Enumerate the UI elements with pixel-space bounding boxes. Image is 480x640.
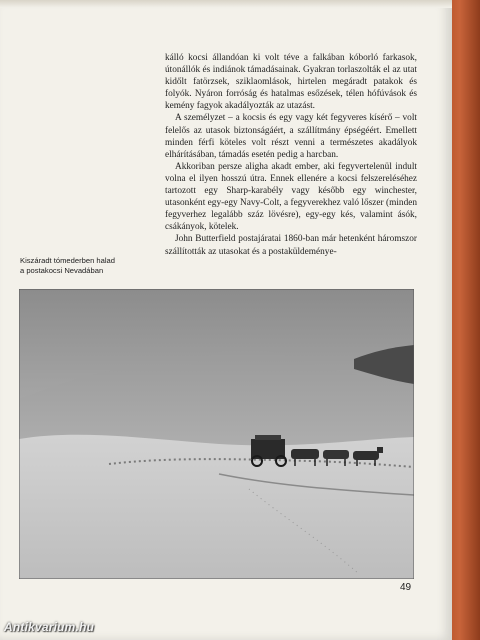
stagecoach-desert-photo <box>19 289 414 579</box>
photo-caption <box>20 256 160 277</box>
main-text-column <box>165 52 417 258</box>
page-top-shadow <box>0 0 452 8</box>
page-number: 49 <box>400 582 412 593</box>
paragraph-4: John Butterfield postajáratai 1860-ban már hetenként háromszor szállították az utasokat és a postaküldeménye- <box>165 234 417 257</box>
caption-line-2: a postakocsi Nevadában <box>20 266 104 276</box>
paragraph-3: Akkoriban persze aligha akadt ember, aki fegyvertelenül indult volna el ilyen hosszú útra. Ennek ellenére a kocsi felszereléséhez tartozott egy Sharp-karabély vagy később egy winchester, utasonként egy-egy Navy-Colt, a fegyverekhez való lőszer (minden fegyverhez legalább száz lövésre), egy-egy kés, valamint ásók, csákányok, kötelek. <box>165 161 417 233</box>
paragraph-1: kálló kocsi állandóan ki volt téve a falkában kóborló farkasok, útonállók és indiánok támadásainak. Gyakran torlaszolták el az utat kidőlt fatörzsek, sziklaomlások, hirtelen megáradt patakok és folyók. Nyáron forróság és hatalmas esőzések, télen hófúvások és kemény fagyok akadályozták az utazást. <box>165 53 417 112</box>
watermark: Antikvarium.hu <box>4 620 95 634</box>
photo-illustration <box>19 289 414 579</box>
caption-line-1: Kiszáradt tómederben halad <box>20 256 115 265</box>
paragraph-2: A személyzet – a kocsis és egy vagy két fegyveres kísérő – volt felelős az utasok biztonságáért, a szállítmány épségéért. Emellett minden férfi köteles volt részt venni a természetes akadályok elhárításában, támadás esetén pedig a harcban. <box>165 113 417 160</box>
